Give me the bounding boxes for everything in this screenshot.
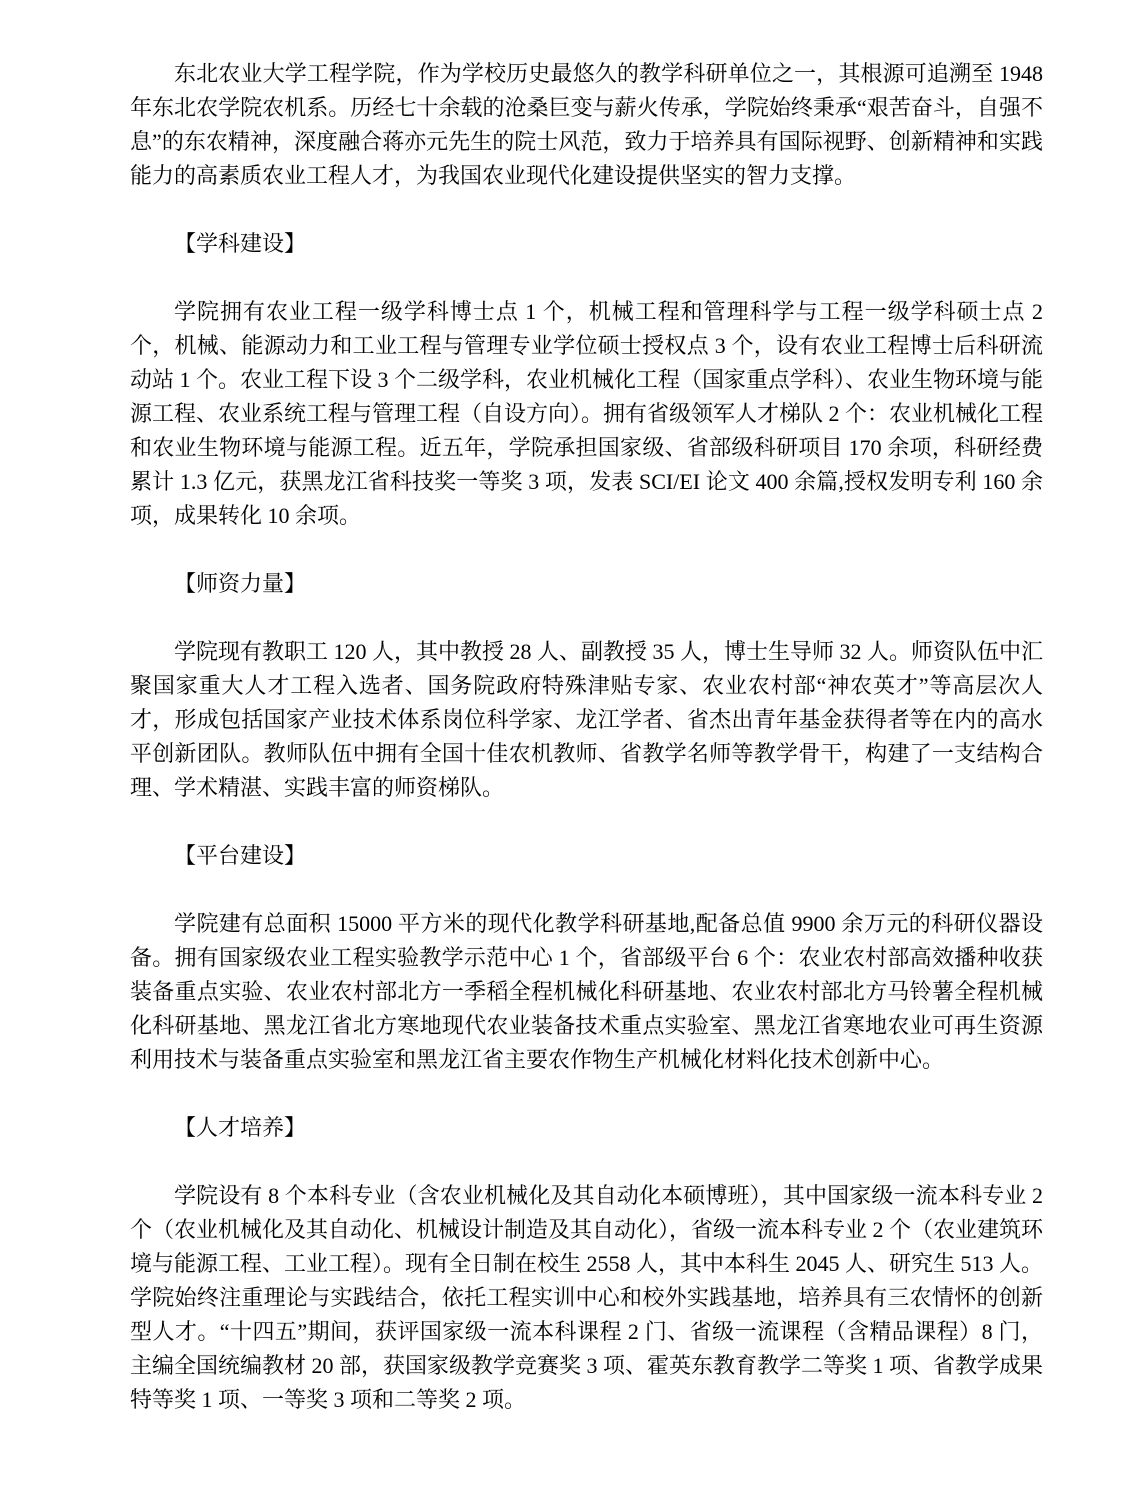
intro-paragraph: 东北农业大学工程学院，作为学校历史最悠久的教学科研单位之一，其根源可追溯至 1948 年东北农学院农机系。历经七十余载的沧桑巨变与薪火传承，学院始终秉承“艰苦奋斗，自强不息”的东农精神，深度融合蒋亦元先生的院士风范，致力于培养具有国际视野、创新精神和实践能力的高素质农业工程人才，为我国农业现代化建设提供坚实的智力支撑。 (130, 61, 1043, 188)
section-body-talent-cultivation: 学院设有 8 个本科专业（含农业机械化及其自动化本硕博班），其中国家级一流本科专业 2 个（农业机械化及其自动化、机械设计制造及其自动化），省级一流本科专业 2 个（农业建筑环境与能源工程、工业工程）。现有全日制在校生 2558 人，其中本科生 2045 人、研究生 513 人。学院始终注重理论与实践结合，依托工程实训中心和校外实践基地，培养具有三农情怀的创新型人才。“十四五”期间，获评国家级一流本科课程 2 门、省级一流课程（含精品课程）8 门，主编全国统编教材 20 部，获国家级教学竞赛奖 3 项、霍英东教育教学二等奖 1 项、省教学成果特等奖 1 项、一等奖 3 项和二等奖 2 项。 (130, 1183, 1044, 1412)
section-body-discipline-construction: 学院拥有农业工程一级学科博士点 1 个，机械工程和管理科学与工程一级学科硕士点 2 个，机械、能源动力和工业工程与管理专业学位硕士授权点 3 个，设有农业工程博士后科研流动站 1 个。农业工程下设 3 个二级学科，农业机械化工程（国家重点学科）、农业生物环境与能源工程、农业系统工程与管理工程（自设方向）。拥有省级领军人才梯队 2 个：农业机械化工程和农业生物环境与能源工程。近五年，学院承担国家级、省部级科研项目 170 余项，科研经费累计 1.3 亿元，获黑龙江省科技奖一等奖 3 项，发表 SCI/EI 论文 400 余篇,授权发明专利 160 余项，成果转化 10 余项。 (130, 299, 1044, 528)
section-heading-platform-construction: 【平台建设】 (174, 843, 307, 868)
section-heading-faculty-strength: 【师资力量】 (174, 571, 307, 596)
section-heading-discipline-construction: 【学科建设】 (174, 231, 307, 256)
section-heading-talent-cultivation: 【人才培养】 (174, 1115, 307, 1140)
section-body-faculty-strength: 学院现有教职工 120 人，其中教授 28 人、副教授 35 人，博士生导师 32 人。师资队伍中汇聚国家重大人才工程入选者、国务院政府特殊津贴专家、农业农村部“神农英才”等高层次人才，形成包括国家产业技术体系岗位科学家、龙江学者、省杰出青年基金获得者等在内的高水平创新团队。教师队伍中拥有全国十佳农机教师、省教学名师等教学骨干，构建了一支结构合理、学术精湛、实践丰富的师资梯队。 (130, 639, 1044, 800)
section-body-platform-construction: 学院建有总面积 15000 平方米的现代化教学科研基地,配备总值 9900 余万元的科研仪器设备。拥有国家级农业工程实验教学示范中心 1 个，省部级平台 6 个：农业农村部高效播种收获装备重点实验、农业农村部北方一季稻全程机械化科研基地、农业农村部北方马铃薯全程机械化科研基地、黑龙江省北方寒地现代农业装备技术重点实验室、黑龙江省寒地农业可再生资源利用技术与装备重点实验室和黑龙江省主要农作物生产机械化材料化技术创新中心。 (130, 911, 1043, 1072)
